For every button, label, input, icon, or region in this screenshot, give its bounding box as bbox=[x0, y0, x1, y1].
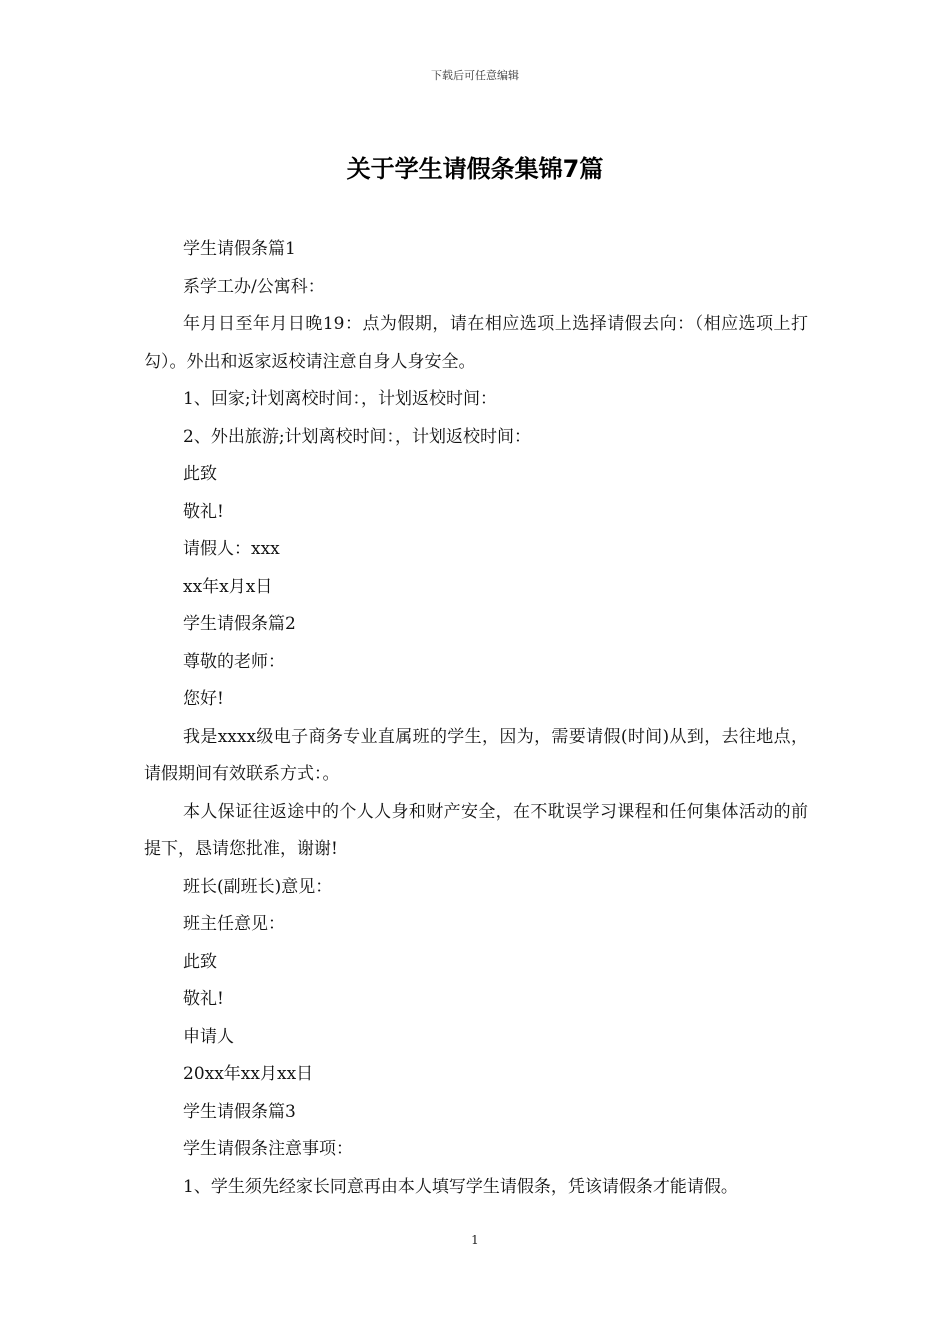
date-line: 20xx年xx月xx日 bbox=[183, 1064, 314, 1084]
header-note: 下载后可任意编辑 bbox=[431, 69, 519, 82]
paragraph: 学生请假条注意事项： bbox=[183, 1139, 353, 1159]
approval-line: 班长(副班长)意见： bbox=[183, 876, 333, 897]
paragraph: 年月日至年月日晚19：点为假期，请在相应选项上选择请假去向：（相应选项上打勾）。外出和返家返校请注意自身人身安全。 bbox=[144, 314, 808, 372]
document-body bbox=[144, 231, 808, 1206]
list-item: 2、外出旅游;计划离校时间：，计划返校时间： bbox=[183, 426, 532, 447]
section-heading-1: 学生请假条篇1 bbox=[183, 239, 296, 259]
signature-line: 请假人：xxx bbox=[183, 539, 280, 559]
approval-line: 班主任意见： bbox=[183, 914, 285, 934]
section-heading-3: 学生请假条篇3 bbox=[183, 1101, 296, 1122]
closing: 敬礼! bbox=[183, 989, 224, 1009]
list-item: 1、学生须先经家长同意再由本人填写学生请假条，凭该请假条才能请假。 bbox=[183, 1176, 738, 1197]
closing: 此致 bbox=[183, 464, 217, 484]
paragraph: 我是xxxx级电子商务专业直属班的学生，因为，需要请假(时间)从到，去往地点，请假期间有效联系方式：。 bbox=[144, 726, 808, 784]
list-item: 1、回家;计划离校时间：，计划返校时间： bbox=[183, 389, 498, 409]
salutation: 尊敬的老师： bbox=[183, 651, 285, 672]
salutation: 系学工办/公寓科： bbox=[183, 276, 325, 297]
closing: 此致 bbox=[183, 951, 217, 972]
date-line: xx年x月x日 bbox=[183, 576, 273, 597]
page-number: 1 bbox=[471, 1233, 479, 1247]
paragraph: 本人保证往返途中的个人人身和财产安全，在不耽误学习课程和任何集体活动的前提下，恳请您批准，谢谢! bbox=[144, 801, 808, 859]
greeting: 您好! bbox=[183, 689, 224, 709]
signature-line: 申请人 bbox=[183, 1026, 234, 1047]
section-heading-2: 学生请假条篇2 bbox=[183, 614, 296, 634]
closing: 敬礼! bbox=[183, 501, 224, 522]
page-title: 关于学生请假条集锦7篇 bbox=[346, 155, 604, 183]
